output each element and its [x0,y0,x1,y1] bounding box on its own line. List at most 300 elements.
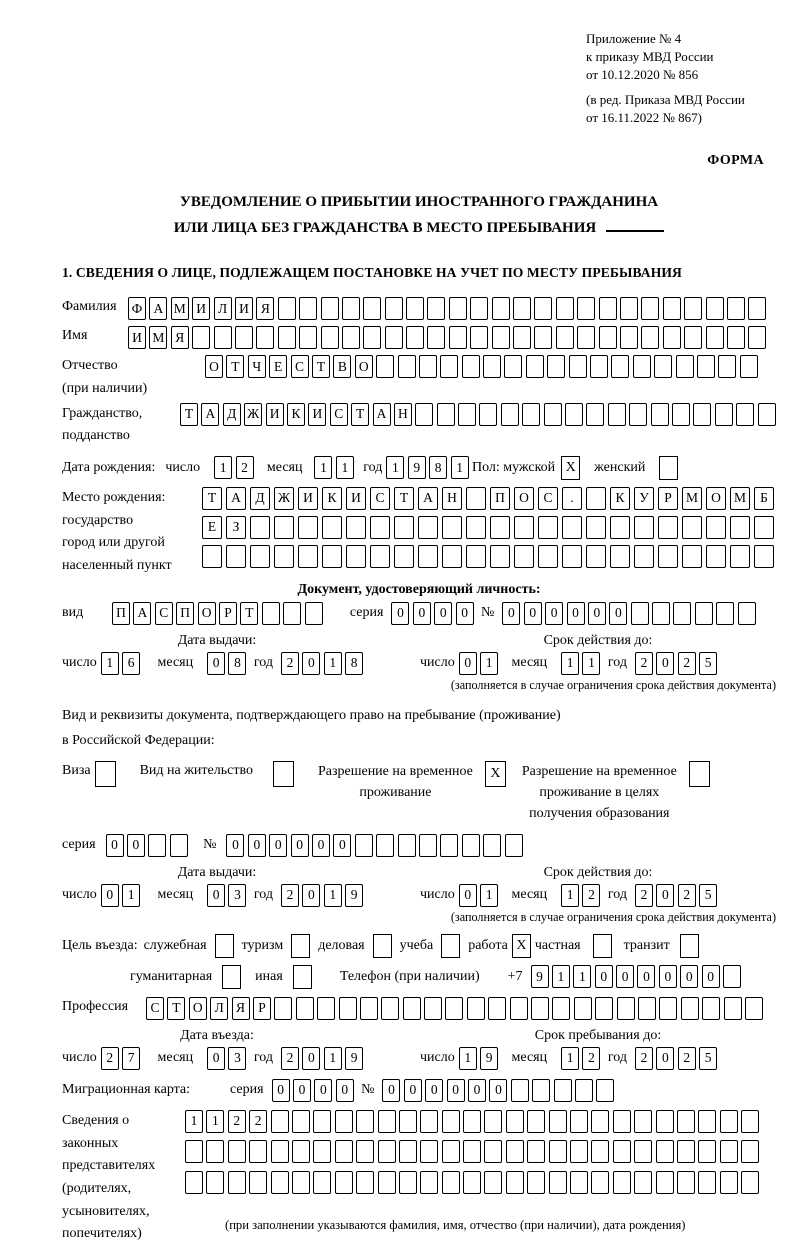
char-box[interactable] [506,1171,524,1194]
char-box[interactable] [399,1110,417,1133]
char-box[interactable] [462,834,480,857]
char-box[interactable]: О [189,997,207,1020]
res-expiry-month-boxes[interactable] [561,884,604,907]
char-box[interactable]: О [198,602,216,625]
char-box[interactable] [442,545,462,568]
char-box[interactable]: 5 [699,1047,717,1070]
char-box[interactable] [741,1110,759,1133]
char-box[interactable] [335,1171,353,1194]
birth-place-row3-boxes[interactable] [202,545,778,568]
edu-residence-checkbox[interactable] [689,761,710,787]
char-box[interactable] [346,545,366,568]
char-box[interactable] [706,516,726,539]
doc-series-boxes[interactable] [391,602,477,625]
char-box[interactable] [527,1140,545,1163]
char-box[interactable] [463,1171,481,1194]
char-box[interactable]: 1 [561,884,579,907]
char-box[interactable]: 2 [635,884,653,907]
char-box[interactable] [463,1110,481,1133]
char-box[interactable]: 2 [281,652,299,675]
char-box[interactable] [403,997,421,1020]
char-box[interactable]: 9 [345,1047,363,1070]
char-box[interactable] [740,355,758,378]
char-box[interactable] [574,997,592,1020]
char-box[interactable]: 8 [429,456,447,479]
purpose-work-checkbox[interactable]: X [512,934,531,958]
char-box[interactable] [510,997,528,1020]
char-box[interactable]: К [322,487,342,510]
char-box[interactable]: 1 [561,1047,579,1070]
char-box[interactable]: 0 [502,602,520,625]
char-box[interactable] [479,403,497,426]
char-box[interactable]: Е [269,355,287,378]
char-box[interactable] [381,997,399,1020]
char-box[interactable] [720,1110,738,1133]
char-box[interactable] [613,1171,631,1194]
char-box[interactable]: М [730,487,750,510]
char-box[interactable] [634,1171,652,1194]
char-box[interactable] [262,602,280,625]
residence-number-boxes[interactable] [226,834,525,857]
char-box[interactable] [538,516,558,539]
char-box[interactable]: А [373,403,391,426]
char-box[interactable] [418,545,438,568]
char-box[interactable] [385,326,403,349]
char-box[interactable]: В [333,355,351,378]
char-box[interactable]: 0 [434,602,452,625]
char-box[interactable] [399,1140,417,1163]
char-box[interactable]: Н [442,487,462,510]
migration-number-boxes[interactable] [382,1079,617,1102]
char-box[interactable]: 0 [312,834,330,857]
res-issue-month-boxes[interactable] [207,884,250,907]
char-box[interactable]: 0 [656,1047,674,1070]
char-box[interactable]: 1 [459,1047,477,1070]
char-box[interactable] [185,1171,203,1194]
char-box[interactable] [613,1140,631,1163]
char-box[interactable]: Е [202,516,222,539]
char-box[interactable] [385,297,403,320]
char-box[interactable] [617,997,635,1020]
char-box[interactable] [271,1110,289,1133]
char-box[interactable] [442,1140,460,1163]
char-box[interactable] [552,997,570,1020]
char-box[interactable] [378,1171,396,1194]
char-box[interactable] [658,516,678,539]
char-box[interactable]: 0 [545,602,563,625]
char-box[interactable] [292,1110,310,1133]
char-box[interactable] [527,1171,545,1194]
char-box[interactable]: 0 [447,1079,465,1102]
char-box[interactable]: 1 [324,884,342,907]
char-box[interactable]: 0 [302,884,320,907]
char-box[interactable]: 0 [524,602,542,625]
char-box[interactable]: 8 [345,652,363,675]
res-issue-day-boxes[interactable] [101,884,144,907]
char-box[interactable] [677,1171,695,1194]
char-box[interactable]: 0 [207,884,225,907]
expiry-day-boxes[interactable] [459,652,502,675]
char-box[interactable]: 0 [616,965,634,988]
char-box[interactable] [298,545,318,568]
char-box[interactable]: Ж [244,403,262,426]
char-box[interactable] [458,403,476,426]
char-box[interactable] [599,326,617,349]
citizenship-boxes[interactable] [180,403,779,426]
char-box[interactable] [378,1140,396,1163]
char-box[interactable]: 0 [127,834,145,857]
char-box[interactable] [620,297,638,320]
char-box[interactable] [466,545,486,568]
char-box[interactable] [511,1079,529,1102]
char-box[interactable] [420,1140,438,1163]
char-box[interactable]: 1 [324,1047,342,1070]
issue-day-boxes[interactable] [101,652,144,675]
char-box[interactable] [339,997,357,1020]
char-box[interactable]: 5 [699,884,717,907]
char-box[interactable] [549,1171,567,1194]
birth-day-boxes[interactable] [214,456,257,479]
char-box[interactable] [484,1171,502,1194]
char-box[interactable]: 2 [635,1047,653,1070]
char-box[interactable]: А [226,487,246,510]
char-box[interactable] [577,297,595,320]
char-box[interactable]: . [562,487,582,510]
char-box[interactable] [656,1140,674,1163]
char-box[interactable] [565,403,583,426]
char-box[interactable] [427,326,445,349]
residence-permit-checkbox[interactable] [273,761,294,787]
char-box[interactable] [693,403,711,426]
char-box[interactable] [641,297,659,320]
char-box[interactable]: П [112,602,130,625]
char-box[interactable]: А [149,297,167,320]
char-box[interactable]: 0 [272,1079,290,1102]
residence-series-boxes[interactable] [106,834,192,857]
char-box[interactable] [514,516,534,539]
char-box[interactable] [484,1110,502,1133]
char-box[interactable] [378,1110,396,1133]
char-box[interactable] [192,326,210,349]
char-box[interactable]: 6 [122,652,140,675]
char-box[interactable] [356,1110,374,1133]
char-box[interactable]: Т [312,355,330,378]
char-box[interactable] [427,297,445,320]
char-box[interactable] [663,326,681,349]
char-box[interactable] [504,355,522,378]
char-box[interactable]: 2 [249,1110,267,1133]
doc-number-boxes[interactable] [502,602,759,625]
char-box[interactable] [170,834,188,857]
char-box[interactable]: 0 [207,1047,225,1070]
char-box[interactable] [463,1140,481,1163]
char-box[interactable] [419,355,437,378]
char-box[interactable]: А [418,487,438,510]
entry-month-boxes[interactable] [207,1047,250,1070]
char-box[interactable] [256,326,274,349]
purpose-business-checkbox[interactable] [215,934,234,958]
char-box[interactable] [442,1171,460,1194]
char-box[interactable] [656,1110,674,1133]
char-box[interactable]: 0 [489,1079,507,1102]
char-box[interactable] [684,326,702,349]
res-expiry-day-boxes[interactable] [459,884,502,907]
char-box[interactable] [483,834,501,857]
stay-day-boxes[interactable] [459,1047,502,1070]
char-box[interactable] [633,355,651,378]
char-box[interactable] [274,516,294,539]
char-box[interactable]: 1 [101,652,119,675]
char-box[interactable] [608,403,626,426]
char-box[interactable]: 1 [552,965,570,988]
char-box[interactable]: 1 [573,965,591,988]
char-box[interactable]: О [514,487,534,510]
char-box[interactable] [202,545,222,568]
char-box[interactable]: Д [250,487,270,510]
char-box[interactable]: 0 [588,602,606,625]
char-box[interactable] [595,997,613,1020]
char-box[interactable] [274,997,292,1020]
char-box[interactable] [562,516,582,539]
char-box[interactable] [720,1171,738,1194]
char-box[interactable] [730,545,750,568]
surname-boxes[interactable] [128,297,770,320]
char-box[interactable] [590,355,608,378]
char-box[interactable]: 9 [345,884,363,907]
char-box[interactable]: М [682,487,702,510]
char-box[interactable] [549,1140,567,1163]
char-box[interactable]: М [171,297,189,320]
char-box[interactable]: И [266,403,284,426]
char-box[interactable] [629,403,647,426]
char-box[interactable] [718,355,736,378]
birth-month-boxes[interactable] [314,456,357,479]
char-box[interactable] [342,326,360,349]
char-box[interactable] [554,1079,572,1102]
char-box[interactable] [420,1171,438,1194]
purpose-transit-checkbox[interactable] [680,934,699,958]
char-box[interactable] [641,326,659,349]
birth-place-row1-boxes[interactable] [202,487,778,510]
birth-year-boxes[interactable] [386,456,472,479]
char-box[interactable]: 1 [336,456,354,479]
char-box[interactable] [313,1140,331,1163]
char-box[interactable] [298,516,318,539]
char-box[interactable]: 0 [293,1079,311,1102]
char-box[interactable] [148,834,166,857]
char-box[interactable]: 0 [269,834,287,857]
char-box[interactable] [398,355,416,378]
char-box[interactable] [449,326,467,349]
char-box[interactable]: Ф [128,297,146,320]
char-box[interactable]: 2 [236,456,254,479]
char-box[interactable]: 0 [468,1079,486,1102]
entry-day-boxes[interactable] [101,1047,144,1070]
char-box[interactable] [322,545,342,568]
char-box[interactable] [305,602,323,625]
stay-year-boxes[interactable] [635,1047,721,1070]
char-box[interactable] [724,997,742,1020]
char-box[interactable] [346,516,366,539]
char-box[interactable] [506,1140,524,1163]
char-box[interactable]: Д [223,403,241,426]
char-box[interactable]: И [235,297,253,320]
char-box[interactable] [684,297,702,320]
char-box[interactable] [226,545,246,568]
char-box[interactable]: 2 [678,1047,696,1070]
char-box[interactable] [228,1171,246,1194]
char-box[interactable]: А [133,602,151,625]
char-box[interactable]: 0 [680,965,698,988]
char-box[interactable] [527,1110,545,1133]
char-box[interactable]: 2 [101,1047,119,1070]
char-box[interactable] [490,545,510,568]
char-box[interactable] [398,834,416,857]
char-box[interactable]: 2 [678,884,696,907]
purpose-private-checkbox[interactable] [593,934,612,958]
name-boxes[interactable] [128,326,770,349]
char-box[interactable]: Р [658,487,678,510]
char-box[interactable]: 0 [637,965,655,988]
char-box[interactable]: И [192,297,210,320]
char-box[interactable]: 0 [659,965,677,988]
char-box[interactable] [727,326,745,349]
purpose-other-checkbox[interactable] [293,965,312,989]
char-box[interactable]: С [330,403,348,426]
char-box[interactable] [741,1171,759,1194]
char-box[interactable] [292,1140,310,1163]
char-box[interactable] [673,602,691,625]
char-box[interactable] [556,297,574,320]
expiry-month-boxes[interactable] [561,652,604,675]
phone-boxes[interactable] [531,965,745,988]
char-box[interactable] [466,487,486,510]
char-box[interactable] [292,1171,310,1194]
char-box[interactable]: С [370,487,390,510]
char-box[interactable]: 1 [561,652,579,675]
char-box[interactable] [355,834,373,857]
char-box[interactable] [363,297,381,320]
char-box[interactable]: 3 [228,884,246,907]
char-box[interactable] [748,297,766,320]
char-box[interactable] [418,516,438,539]
char-box[interactable] [748,326,766,349]
char-box[interactable]: 0 [382,1079,400,1102]
char-box[interactable] [754,516,774,539]
char-box[interactable]: 2 [582,884,600,907]
char-box[interactable] [613,1110,631,1133]
char-box[interactable] [299,297,317,320]
char-box[interactable] [697,355,715,378]
char-box[interactable] [682,516,702,539]
char-box[interactable] [620,326,638,349]
purpose-humanitarian-checkbox[interactable] [222,965,241,989]
char-box[interactable] [513,297,531,320]
char-box[interactable] [483,355,501,378]
char-box[interactable]: 0 [459,652,477,675]
char-box[interactable]: С [155,602,173,625]
char-box[interactable]: П [490,487,510,510]
char-box[interactable] [596,1079,614,1102]
char-box[interactable] [562,545,582,568]
char-box[interactable] [716,602,734,625]
char-box[interactable] [470,326,488,349]
char-box[interactable]: 0 [459,884,477,907]
char-box[interactable]: 2 [281,884,299,907]
char-box[interactable]: 0 [101,884,119,907]
char-box[interactable] [420,1110,438,1133]
char-box[interactable] [631,602,649,625]
char-box[interactable]: 0 [595,965,613,988]
char-box[interactable] [442,516,462,539]
char-box[interactable]: 0 [413,602,431,625]
char-box[interactable]: 9 [531,965,549,988]
char-box[interactable] [556,326,574,349]
char-box[interactable] [342,297,360,320]
char-box[interactable] [599,297,617,320]
representatives-row3-boxes[interactable] [185,1171,763,1194]
char-box[interactable] [569,355,587,378]
char-box[interactable] [591,1140,609,1163]
char-box[interactable]: Н [394,403,412,426]
char-box[interactable] [271,1171,289,1194]
char-box[interactable]: 0 [567,602,585,625]
purpose-study-checkbox[interactable] [441,934,460,958]
migration-series-boxes[interactable] [272,1079,358,1102]
char-box[interactable]: 8 [228,652,246,675]
char-box[interactable] [677,1110,695,1133]
purpose-commerce-checkbox[interactable] [373,934,392,958]
char-box[interactable] [659,997,677,1020]
char-box[interactable] [322,516,342,539]
char-box[interactable] [360,997,378,1020]
char-box[interactable] [577,326,595,349]
char-box[interactable] [544,403,562,426]
char-box[interactable]: 0 [425,1079,443,1102]
char-box[interactable] [532,1079,550,1102]
char-box[interactable]: Т [202,487,222,510]
char-box[interactable] [440,834,458,857]
char-box[interactable] [706,297,724,320]
char-box[interactable] [741,1140,759,1163]
char-box[interactable] [730,516,750,539]
char-box[interactable] [415,403,433,426]
char-box[interactable]: Р [253,997,271,1020]
char-box[interactable]: О [355,355,373,378]
char-box[interactable]: Т [167,997,185,1020]
char-box[interactable]: 0 [106,834,124,857]
char-box[interactable]: Б [754,487,774,510]
char-box[interactable] [467,997,485,1020]
res-issue-year-boxes[interactable] [281,884,367,907]
char-box[interactable]: 1 [185,1110,203,1133]
purpose-tourism-checkbox[interactable] [291,934,310,958]
char-box[interactable] [586,403,604,426]
char-box[interactable] [214,326,232,349]
char-box[interactable] [634,1140,652,1163]
char-box[interactable]: Я [256,297,274,320]
char-box[interactable]: З [226,516,246,539]
char-box[interactable] [723,965,741,988]
char-box[interactable] [356,1140,374,1163]
char-box[interactable] [484,1140,502,1163]
char-box[interactable]: П [176,602,194,625]
char-box[interactable]: И [128,326,146,349]
char-box[interactable] [514,545,534,568]
char-box[interactable] [663,297,681,320]
char-box[interactable] [547,355,565,378]
char-box[interactable]: 0 [656,884,674,907]
